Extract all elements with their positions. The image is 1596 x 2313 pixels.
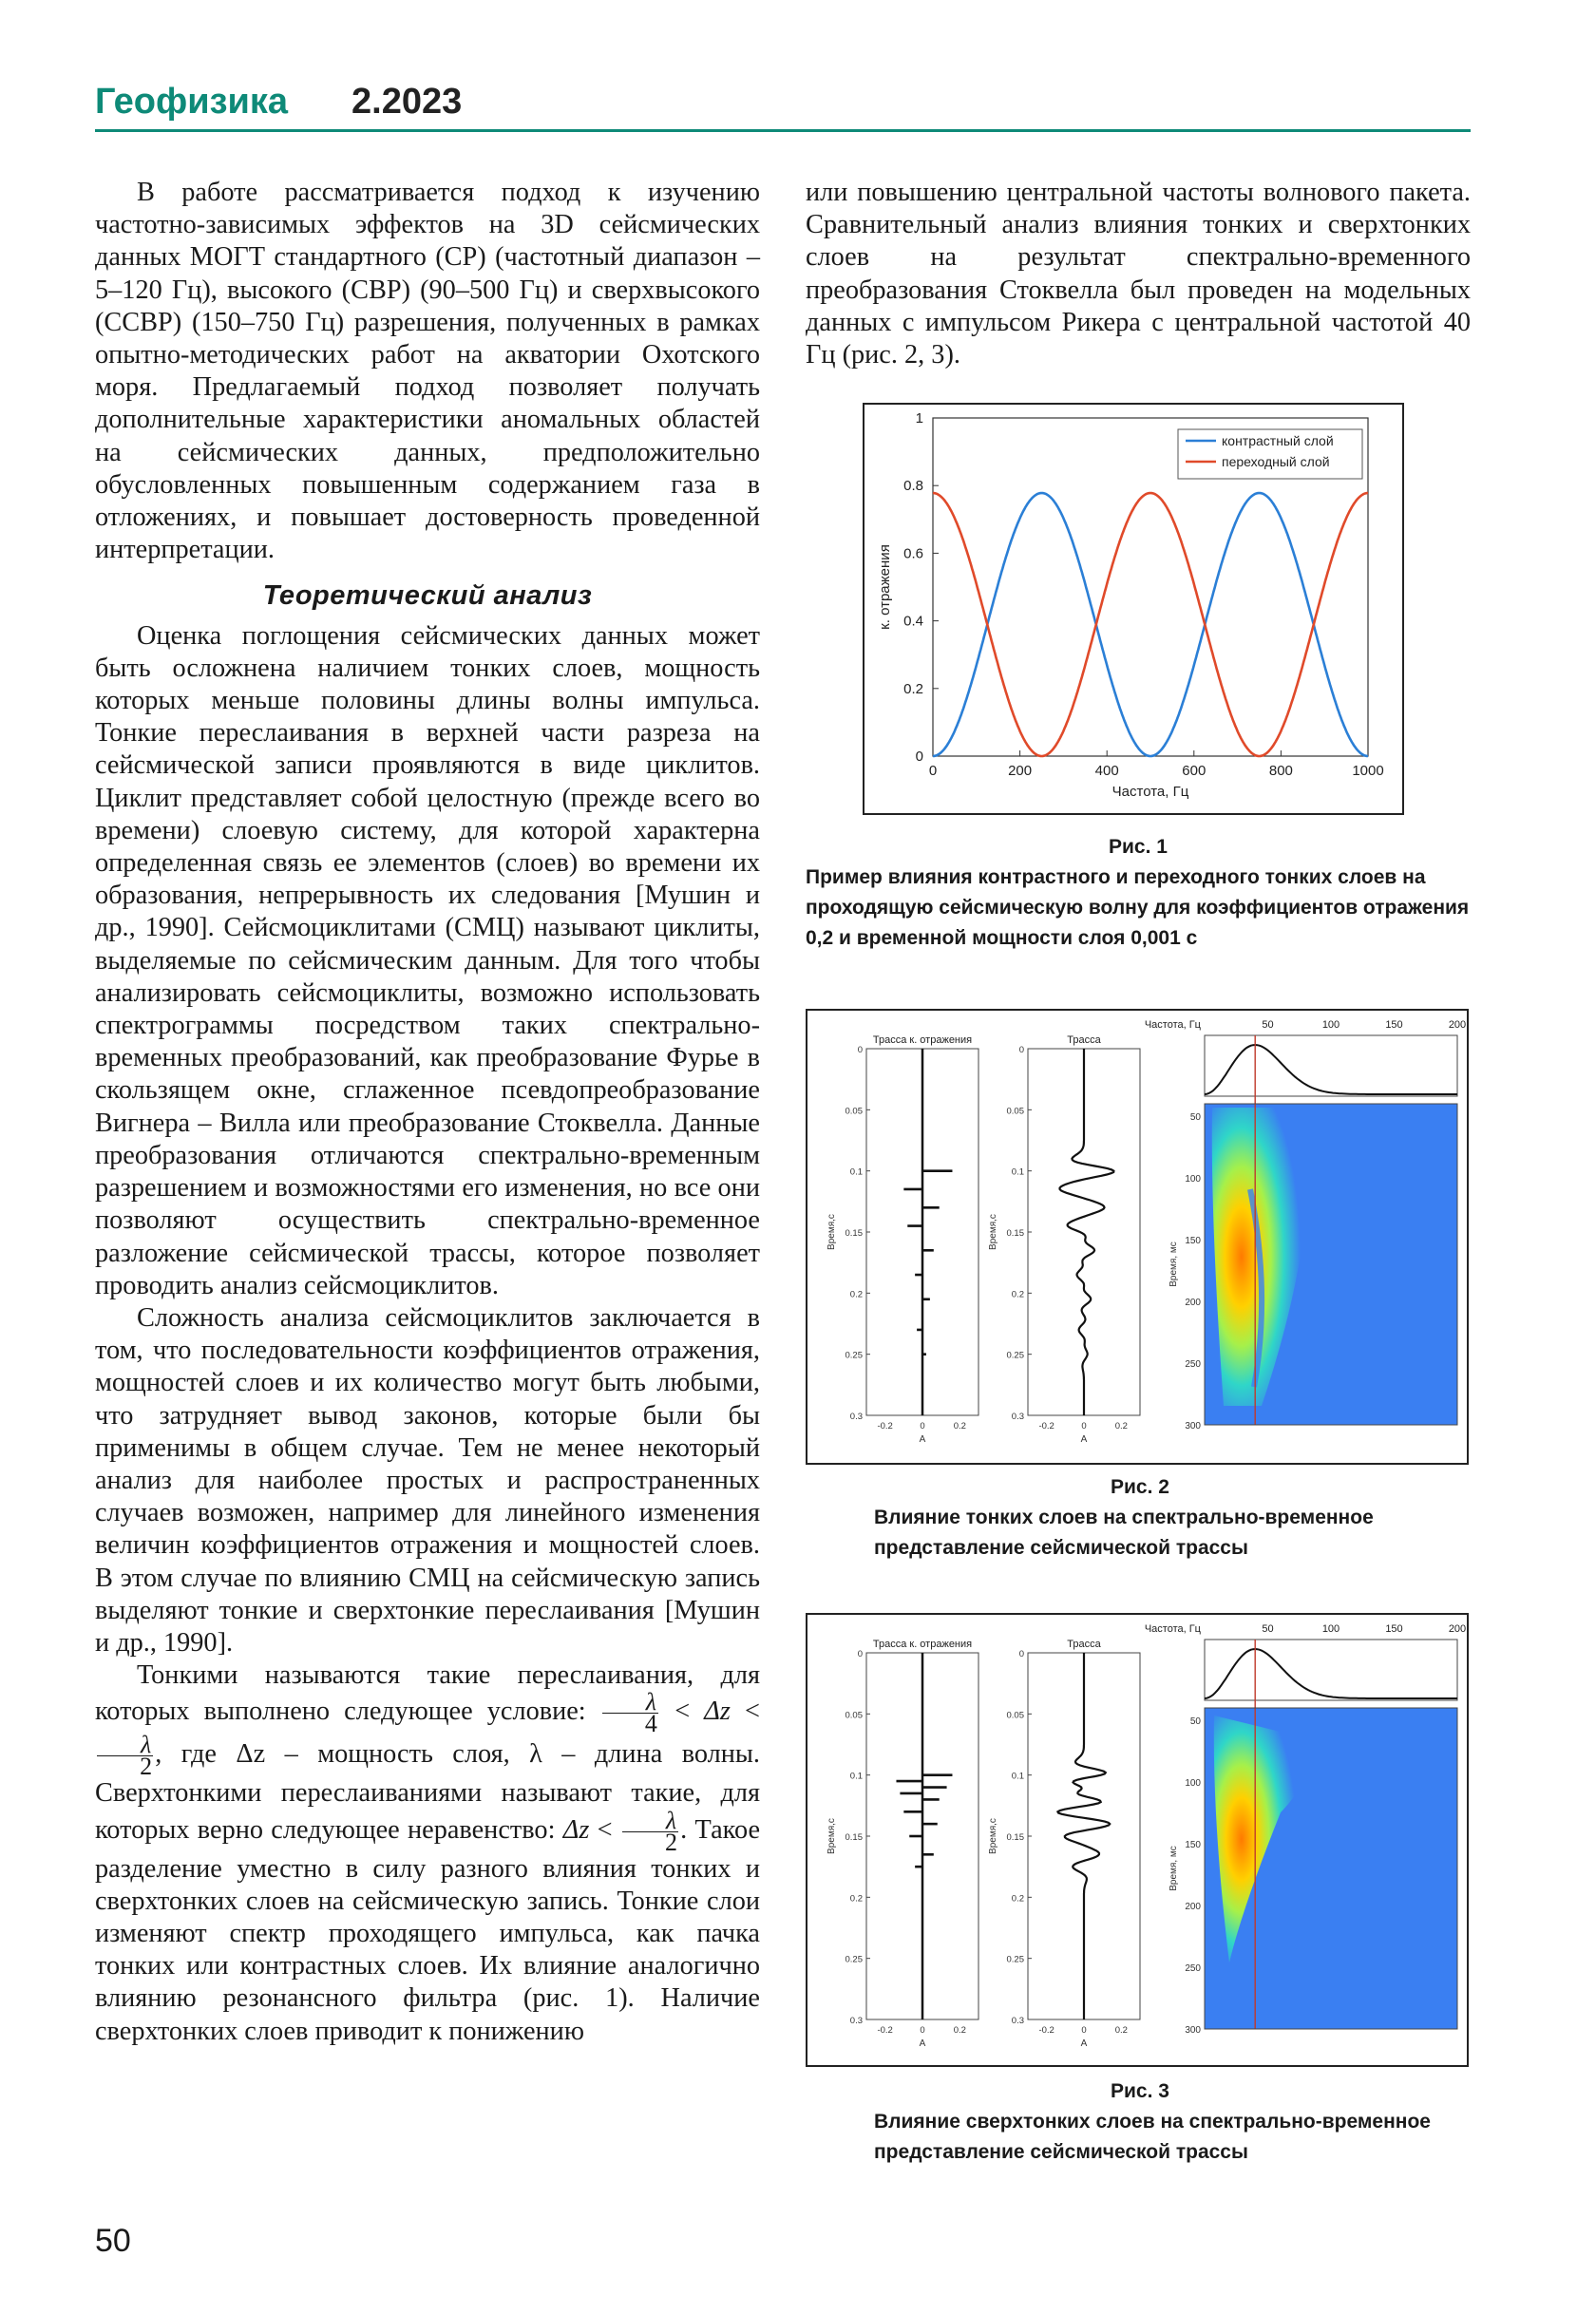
fig-ytick-label: 0.3: [1011, 2016, 1024, 2026]
spectrogram-xtick-label: 150: [1385, 1019, 1403, 1031]
fig-ytick-label: 0.2: [1011, 1893, 1024, 1905]
p4-b: где Δz – мощность слоя, λ – длина волны. Сверхтонкими переслаиваниями называют такие, для которых верно следующее неравенство:: [95, 1739, 760, 1845]
page-header: [95, 78, 1471, 133]
paragraph-thin-layers: Оценка поглощения сейсмических данных может быть осложнена наличием тонких слоев, мощность которых меньше половины длины волны импульса. Тонкие переслаивания в верхней части разреза на сейсмической записи проявляются в виде циклитов. Циклит представляет собой целостную (прежде всего во времени) слоевую систему, для которой характерна определенная связь ее элементов (слоев) во времени их образования, непрерывность их следования [Мушин и др., 1990]. Сейсмоциклитами (СМЦ) называют циклиты, выделяемые по сейсмическим данным. Для того чтобы анализировать сейсмоциклиты, возможно использовать спектрограммы посредством таких спектрально-временных преобразований, как преобразование Фурье в скользящем окне, сглаженное псевдопреобразование Вигнера – Вилла или преобразование Стоквелла. Данные преобразования отличаются спектрально-временным разрешением и возможностями его изменения, но все они позволяют осуществить спектрально-временное разложение сейсмической трассы, которое позволяет проводить анализ сейсмоциклитов.: [95, 620, 760, 1300]
fig1-xtick-label: 800: [1268, 763, 1293, 779]
section-title: Теоретический анализ: [262, 580, 593, 612]
paragraph-definitions: Тонкими называются такие переслаивания, для которых выполнено следующее условие: $\frac{\lambda}{4}$ < Δz < $\frac{\lambda}{2}$ , где Δz – мощность слоя, λ – длина волны. Сверхтонкими переслаиваниями называют такие, для которых верно следующее неравенство: Δz < $\frac{\lambda}{2}$ . Такое разделение уместно в силу разного влияния тонких и сверхтонких слоев на сейсмическую запись. Тонкие слои изменяют спектр проходящего импульса, как пачка тонких или контрастных слоев. Их влияние аналогично влиянию резонансного фильтра (рис. 1). Наличие сверхтонких слоев приводит к понижению: [95, 1660, 761, 2046]
fig-ytick-label: 0: [1018, 1045, 1024, 1055]
figure-2-caption: [874, 1472, 1444, 1564]
fig-ytick-label: 0.3: [1011, 1412, 1024, 1422]
paragraph-continuation: или повышению центральной частоты волнового пакета. Сравнительный анализ влияния тонких и сверхтонких слоев на результат спектрально-временного преобразования Стоквелла был проведен на модельных данных с импульсом Рикера с центральной частотой 40 Гц (рис. 2, 3).: [806, 178, 1471, 370]
fig-xtick-label: -0.2: [877, 1421, 893, 1431]
spectrogram-ytick-label: 200: [1185, 1902, 1201, 1912]
spectrogram-ytick-label: 250: [1185, 1359, 1201, 1370]
fig-xtick-label: -0.2: [1038, 2025, 1054, 2036]
fig-ytick-label: 0: [857, 1649, 863, 1659]
spectrogram-xtick-label: 100: [1321, 1623, 1340, 1635]
fig2-label: Рис. 2: [1111, 1476, 1169, 1498]
right-column: [806, 177, 1471, 371]
fig-xtick-label: 0.2: [1114, 2025, 1128, 2036]
fig1-ytick-label: 0.6: [903, 545, 923, 562]
spectrogram-ytick-label: 300: [1185, 1421, 1201, 1431]
spectrogram-ytick-label: 100: [1185, 1778, 1201, 1789]
paragraph-intro: В работе рассматривается подход к изучению частотно-зависимых эффектов на 3D сейсмических данных МОГТ стандартного (СР) (частотный диапазон – 5–120 Гц), высокого (СВР) (90–500 Гц) и сверхвысокого (ССВР) (150–750 Гц) разрешения, полученных в рамках опытно-методических работ на акватории Охотского моря. Предлагаемый подход позволяет получать дополнительные характеристики аномальных областей на сейсмических данных, предположительно обусловленных повышенным содержанием газа в отложениях, и повышает достоверность проведенной интерпретации.: [95, 178, 760, 565]
fig3-label: Рис. 3: [1111, 2080, 1169, 2102]
fig-ytick-label: 0.15: [1006, 1832, 1024, 1843]
fig-ytick-label: 0.2: [849, 1893, 863, 1905]
p4-a: Тонкими называются такие переслаивания, для которых выполнено следующее условие:: [95, 1660, 760, 1727]
fig1-chart: [864, 405, 1402, 813]
fig-panel-title: Трасса: [1067, 1034, 1101, 1046]
figure-3-caption: [874, 2076, 1444, 2168]
fig-ytick-label: 0.15: [1006, 1228, 1024, 1239]
fig-ytick-label: 0.3: [849, 2016, 863, 2026]
fig-xtick-label: -0.2: [877, 2025, 893, 2036]
figure-2: [806, 1009, 1469, 1465]
frac-lambda-4: $\frac{\lambda}{4}$: [602, 1692, 658, 1735]
fig1-legend-label: переходный слой: [1222, 454, 1330, 469]
fig1-ylabel: к. отражения: [877, 544, 893, 630]
spectrogram-xaxis-title: Частота, Гц: [1144, 1623, 1201, 1635]
fig-xlabel: A: [1080, 2038, 1088, 2049]
spectrogram-ylabel: Время, мс: [1168, 1846, 1179, 1891]
fig-ytick-label: 0.15: [845, 1228, 863, 1239]
spectrogram-ytick-label: 50: [1189, 1112, 1201, 1123]
frac-lambda-2b: $\frac{\lambda}{2}$: [622, 1811, 678, 1853]
fig-xlabel: A: [1080, 1434, 1088, 1445]
fig-ytick-label: 0.2: [1011, 1289, 1024, 1300]
fig-ytick-label: 0.05: [1006, 1710, 1024, 1721]
spectrogram-xtick-label: 100: [1321, 1019, 1340, 1031]
journal-title: Геофизика: [95, 82, 288, 122]
fig-ytick-label: 0: [857, 1045, 863, 1055]
fig-ytick-label: 0.25: [845, 1954, 863, 1965]
fig-xtick-label: 0.2: [1114, 1421, 1128, 1431]
spectrogram-xtick-label: 50: [1262, 1623, 1274, 1635]
fig-xtick-label: -0.2: [1038, 1421, 1054, 1431]
spectrogram-xtick-label: 50: [1262, 1019, 1274, 1031]
fig-ytick-label: 0: [1018, 1649, 1024, 1659]
page-number: 50: [95, 2223, 131, 2259]
fig-xtick-label: 0: [920, 1421, 925, 1431]
p4-c: Такое разделение уместно в силу разного влияния тонких и сверхтонких слоев на сейсмическую запись. Тонкие слои изменяют спектр проходящего импульса, как пачка тонких или контрастных слоев. Их влияние аналогично влиянию резонансного фильтра (рис. 1). Наличие сверхтонких слоев приводит к понижению: [95, 1814, 761, 2046]
spectrum-frame: [1205, 1035, 1457, 1096]
fig3-chart: [808, 1615, 1467, 2065]
fig-ytick-label: 0.15: [845, 1832, 863, 1843]
spectrogram-ytick-label: 150: [1185, 1236, 1201, 1246]
fig-ytick-label: 0.05: [845, 1106, 863, 1117]
fig-ytick-label: 0.25: [1006, 1350, 1024, 1361]
spectrogram-xtick-label: 200: [1448, 1623, 1467, 1635]
fig-ytick-label: 0.05: [1006, 1106, 1024, 1117]
frac-lambda-2: $\frac{\lambda}{2}$: [97, 1735, 153, 1777]
fig1-ytick-label: 0.4: [903, 613, 923, 630]
fig-ylabel: Время,с: [988, 1214, 998, 1250]
spectrogram-xtick-label: 150: [1385, 1623, 1403, 1635]
fig2-caption-text: Влияние тонких слоев на спектрально-временное представление сейсмической трассы: [874, 1507, 1374, 1559]
spectrum-frame: [1205, 1640, 1457, 1700]
fig1-xtick-label: 1000: [1352, 763, 1384, 779]
spectrogram-xaxis-title: Частота, Гц: [1144, 1019, 1201, 1031]
spectrogram-xtick-label: 200: [1448, 1019, 1467, 1031]
fig-ytick-label: 0.05: [845, 1710, 863, 1721]
fig-ytick-label: 0.1: [849, 1771, 863, 1782]
fig-panel-title: Трасса к. отражения: [872, 1034, 973, 1046]
spectrogram-ytick-label: 50: [1189, 1716, 1201, 1727]
spectrogram-ytick-label: 200: [1185, 1298, 1201, 1308]
fig1-ytick-label: 1: [915, 410, 923, 427]
fig-ytick-label: 0.3: [849, 1412, 863, 1422]
fig1-xtick-label: 200: [1008, 763, 1033, 779]
fig1-legend-label: контрастный слой: [1222, 433, 1334, 448]
fig-ytick-label: 0.1: [1011, 1771, 1024, 1782]
fig-xtick-label: 0: [1081, 2025, 1087, 2036]
fig3-caption-text: Влияние сверхтонких слоев на спектрально-временное представление сейсмической трассы: [874, 2111, 1431, 2163]
spectrogram-ytick-label: 250: [1185, 1963, 1201, 1974]
fig1-xtick-label: 0: [928, 763, 938, 779]
figure-3: [806, 1613, 1469, 2067]
fig-ytick-label: 0.2: [849, 1289, 863, 1300]
fig-xlabel: A: [919, 1434, 926, 1445]
fig-xtick-label: 0.2: [953, 2025, 966, 2036]
spectrogram-ytick-label: 100: [1185, 1174, 1201, 1185]
fig-xtick-label: 0.2: [953, 1421, 966, 1431]
fig1-xtick-label: 600: [1182, 763, 1206, 779]
spectrogram-ytick-label: 150: [1185, 1840, 1201, 1850]
fig1-ytick-label: 0.8: [903, 478, 923, 495]
fig2-chart: [808, 1011, 1467, 1463]
fig1-xtick-label: 400: [1094, 763, 1119, 779]
fig-xtick-label: 0: [920, 2025, 925, 2036]
spectrogram-ylabel: Время, мс: [1168, 1242, 1179, 1287]
header-rule: [95, 129, 1471, 132]
fig-xtick-label: 0: [1081, 1421, 1087, 1431]
fig-ylabel: Время,с: [988, 1818, 998, 1854]
figure-1-caption: [806, 832, 1471, 954]
fig1-xlabel: Частота, Гц: [1112, 784, 1189, 800]
fig-ylabel: Время,с: [826, 1818, 837, 1854]
fig-ytick-label: 0.1: [849, 1166, 863, 1178]
left-column: [95, 177, 760, 2048]
fig-xlabel: A: [919, 2038, 926, 2049]
fig1-ytick-label: 0.2: [903, 680, 923, 697]
fig-ytick-label: 0.25: [1006, 1954, 1024, 1965]
fig-ylabel: Время,с: [826, 1214, 837, 1250]
fig1-caption-text: Пример влияния контрастного и переходного тонких слоев на проходящую сейсмическую волну для коэффициентов отражения 0,2 и временной мощности слоя 0,001 с: [806, 866, 1470, 949]
fig-ytick-label: 0.25: [845, 1350, 863, 1361]
paragraph-cyclites: Сложность анализа сейсмоциклитов заключается в том, что последовательности коэффициентов отражения, мощностей слоев и их количество могут быть любыми, что затрудняет вывод законов, которые были бы применимы в общем случае. Тем не менее некоторый анализ для наиболее простых и распространенных случаев возможен, например для линейного изменения величин коэффициентов отражения и мощностей слоев. В этом случае по влиянию СМЦ на сейсмическую запись выделяют тонкие и сверхтонкие переслаивания [Мушин и др., 1990].: [95, 1302, 760, 1658]
fig1-label: Рис. 1: [1109, 836, 1168, 858]
issue-number: 2.2023: [352, 82, 463, 122]
fig-panel-title: Трасса: [1067, 1639, 1101, 1650]
fig-ytick-label: 0.1: [1011, 1166, 1024, 1178]
fig1-ytick-label: 0: [915, 749, 923, 765]
fig-panel-title: Трасса к. отражения: [872, 1639, 973, 1650]
figure-1: [863, 403, 1404, 815]
spectrogram-ytick-label: 300: [1185, 2025, 1201, 2036]
